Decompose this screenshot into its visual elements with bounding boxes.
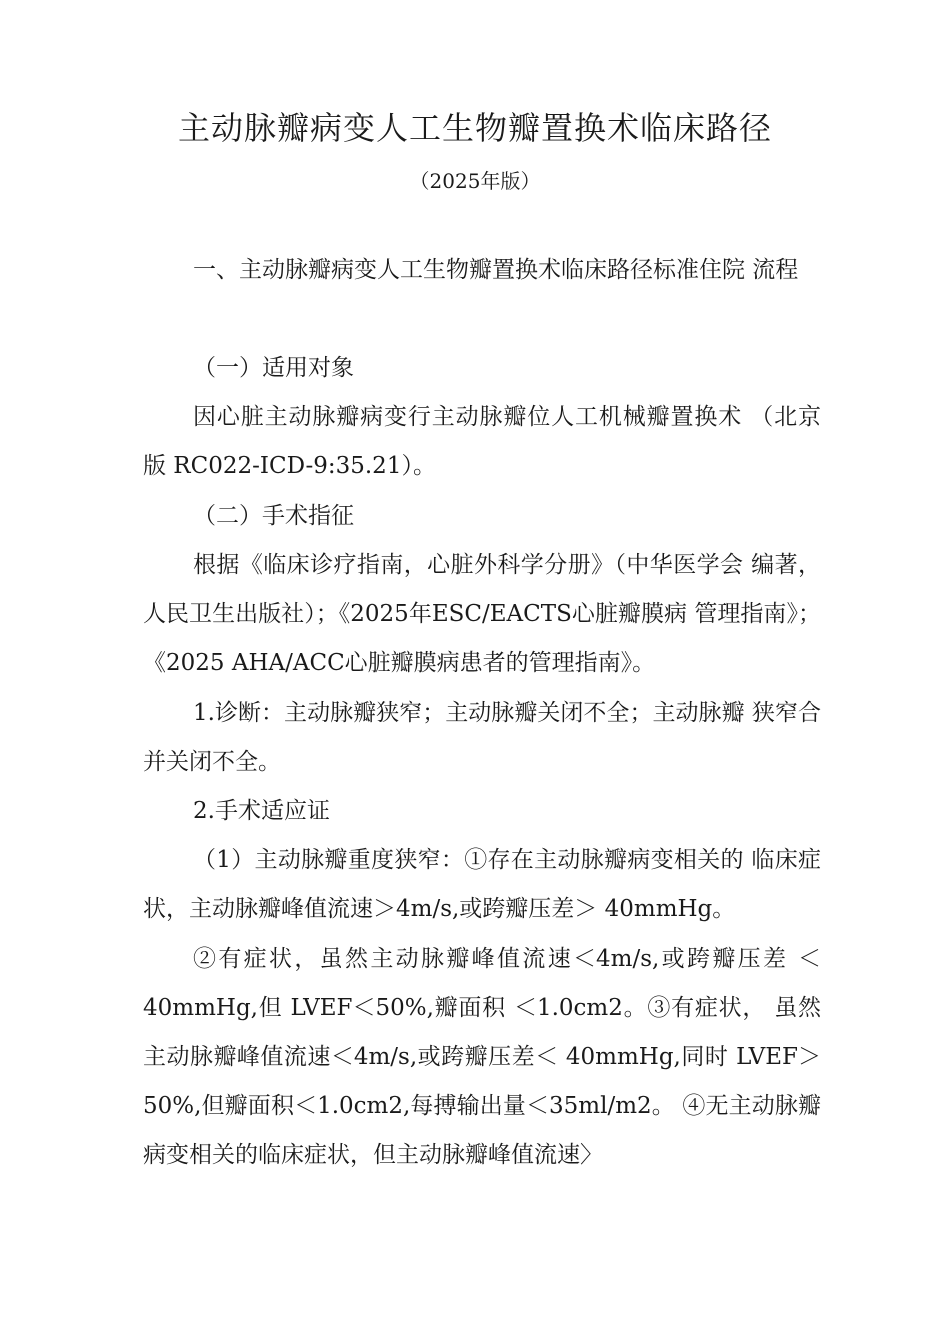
paragraph-subheading xyxy=(143,344,821,393)
paragraph-section-heading xyxy=(143,246,821,295)
paragraph-diagnosis xyxy=(143,689,821,787)
paragraph: （二）手术指征 xyxy=(193,503,354,529)
document-edition: （2025年版） xyxy=(409,169,541,193)
paragraph-indications-heading xyxy=(143,787,821,836)
paragraph: 2.手术适应证 xyxy=(193,798,330,824)
document-title: 主动脉瓣病变人工生物瓣置换术临床路径 xyxy=(177,109,772,147)
paragraph: 因心脏主动脉瓣病变行主动脉瓣位人工机械瓣置换术 （北京版 RC022-ICD-9:35.21）。 xyxy=(143,404,821,479)
paragraph: 一、主动脉瓣病变人工生物瓣置换术临床路径标准住院 流程 xyxy=(193,257,799,283)
paragraph: 1.诊断：主动脉瓣狭窄；主动脉瓣关闭不全；主动脉瓣 狭窄合并关闭不全。 xyxy=(143,700,821,775)
paragraph-scope xyxy=(143,393,821,491)
paragraph: ②有症状，虽然主动脉瓣峰值流速＜4m/s,或跨瓣压差 ＜40mmHg,但 LVEF＜50%,瓣面积 ＜1.0cm2。③有症状， 虽然主动脉瓣峰值流速＜4m/s,或跨瓣压差＜ 40mmHg,同时 LVEF＞50%,但瓣面积＜1.0cm2,每搏输出量＜35ml/m2。 ④无主动脉瓣病变相关的临床症状，但主动脉瓣峰值流速〉 xyxy=(143,946,821,1168)
paragraph-severe-stenosis xyxy=(143,836,821,934)
paragraph-subheading xyxy=(143,492,821,541)
paragraph: （1）主动脉瓣重度狭窄：①存在主动脉瓣病变相关的 临床症状，主动脉瓣峰值流速＞4m/s,或跨瓣压差＞ 40mmHg。 xyxy=(143,847,821,922)
paragraph-guidelines xyxy=(143,541,821,688)
paragraph: （一）适用对象 xyxy=(193,355,354,381)
paragraph-criteria xyxy=(143,935,821,1180)
paragraph: 根据《临床诊疗指南，心脏外科学分册》（中华医学会 编著，人民卫生出版社）；《2025年ESC/EACTS心脏瓣膜病 管理指南》；《2025 AHA/ACC心脏瓣膜病患者的管理指南》。 xyxy=(143,552,821,676)
